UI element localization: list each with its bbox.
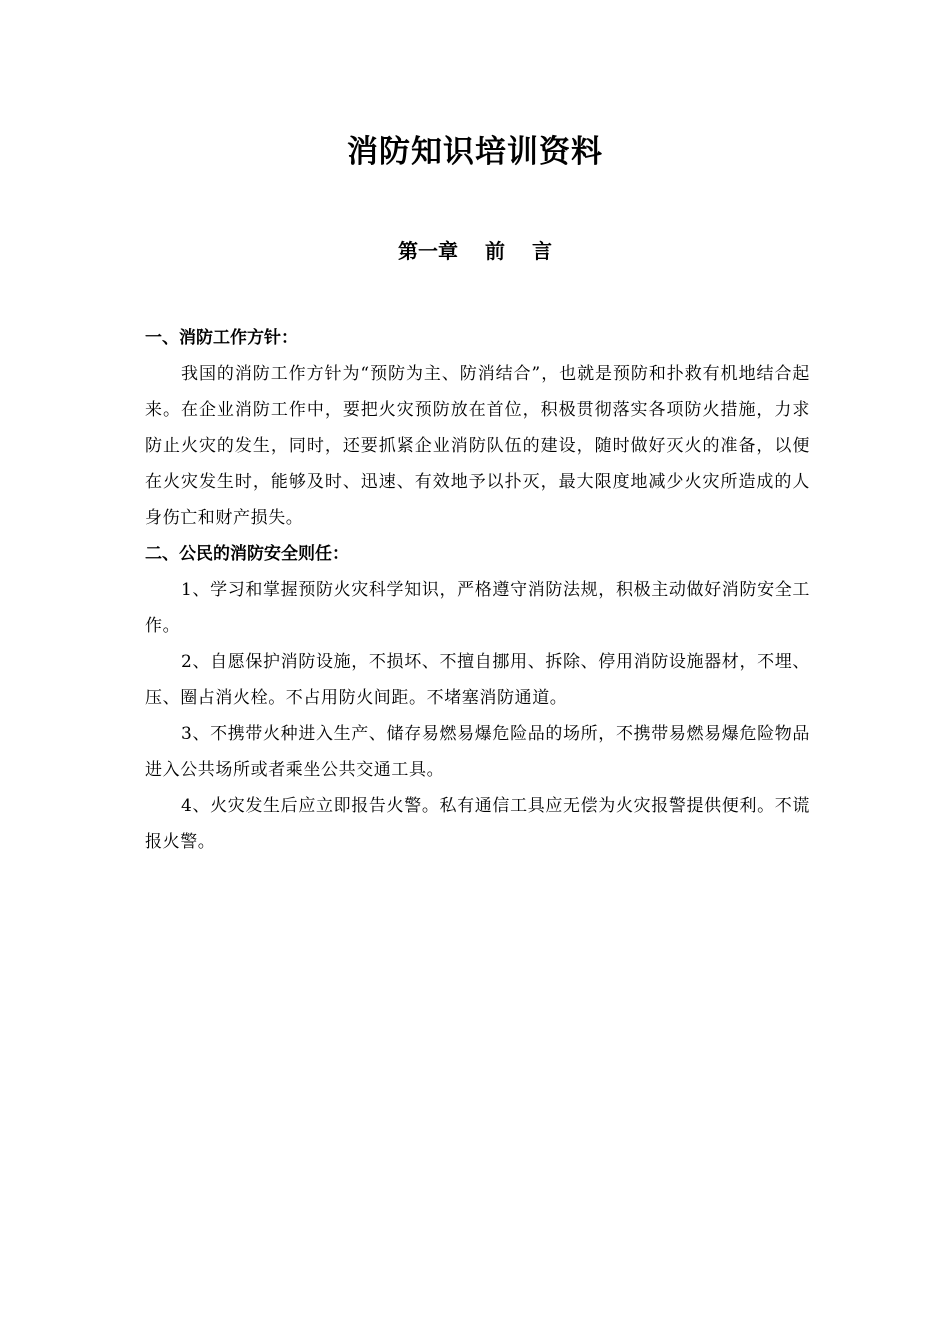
paragraph: 3、不携带火种进入生产、储存易燃易爆危险品的场所，不携带易燃易爆危险物品进入公共场所或者乘坐公共交通工具。 bbox=[145, 724, 810, 780]
paragraph: 我国的消防工作方针为“预防为主、防消结合”，也就是预防和扑救有机地结合起来。在企业消防工作中，要把火灾预防放在首位，积极贯彻落实各项防火措施，力求防止火灾的发生，同时，还要抓紧企业消防队伍的建设，随时做好灭火的准备，以便在火灾发生时，能够及时、迅速、有效地予以扑灭，最大限度地减少火灾所造成的人身伤亡和财产损失。 bbox=[145, 364, 810, 528]
section-heading: 二、公民的消防安全则任： bbox=[145, 544, 349, 564]
document-title: 消防知识培训资料 bbox=[347, 134, 603, 170]
paragraph: 4、火灾发生后应立即报告火警。私有通信工具应无偿为火灾报警提供便利。不谎报火警。 bbox=[145, 796, 810, 852]
chapter-title: 第一章 前 言 bbox=[398, 239, 552, 263]
paragraph: 2、自愿保护消防设施，不损坏、不擅自挪用、拆除、停用消防设施器材，不埋、压、圈占消火栓。不占用防火间距。不堵塞消防通道。 bbox=[145, 652, 810, 708]
section-policy bbox=[145, 320, 810, 536]
paragraph: 1、学习和掌握预防火灾科学知识，严格遵守消防法规，积极主动做好消防安全工作。 bbox=[145, 580, 810, 636]
section-citizen-duties bbox=[145, 536, 810, 860]
section-heading: 一、消防工作方针： bbox=[145, 328, 298, 348]
document-body bbox=[145, 320, 810, 860]
